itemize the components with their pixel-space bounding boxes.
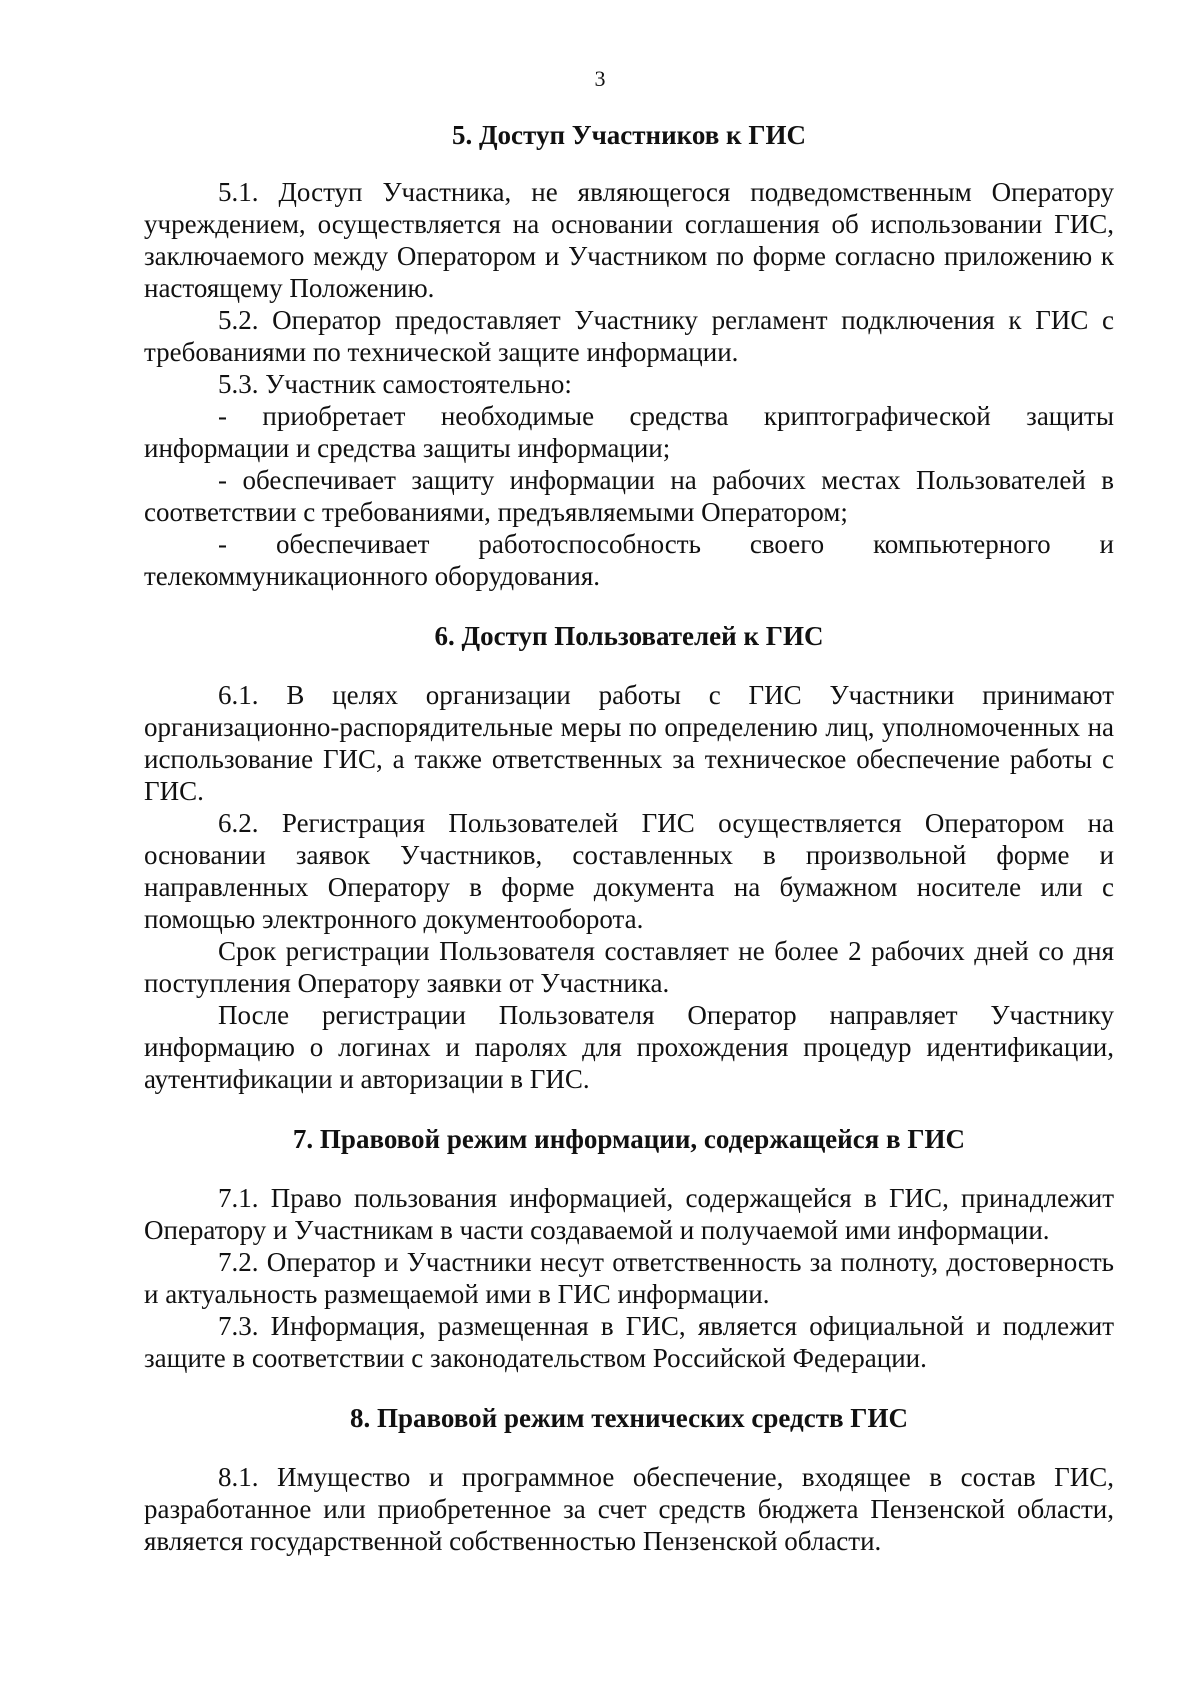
list-item-5-3-b: - обеспечивает защиту информации на рабочих местах Пользователей в соответствии с требованиями, предъявляемыми Оператором; xyxy=(144,465,1114,527)
paragraph-7-1: 7.1. Право пользования информацией, содержащейся в ГИС, принадлежит Оператору и Участникам в части создаваемой и получаемой ими информации. xyxy=(144,1183,1114,1245)
section-7-heading: 7. Правовой режим информации, содержащейся в ГИС xyxy=(292,1124,966,1154)
paragraph-8-1: 8.1. Имущество и программное обеспечение, входящее в состав ГИС, разработанное или приобретенное за счет средств бюджета Пензенской области, является государственной собственностью Пензенской области. xyxy=(144,1462,1114,1556)
paragraph-5-3: 5.3. Участник самостоятельно: xyxy=(218,369,572,399)
section-8-heading: 8. Правовой режим технических средств ГИС xyxy=(350,1403,908,1433)
list-item-5-3-c: - обеспечивает работоспособность своего компьютерного и телекоммуникационного оборудования. xyxy=(144,529,1114,591)
paragraph-7-2: 7.2. Оператор и Участники несут ответственность за полноту, достоверность и актуальность размещаемой ими в ГИС информации. xyxy=(144,1247,1114,1309)
document-body xyxy=(144,118,1114,1557)
paragraph-6-3: Срок регистрации Пользователя составляет не более 2 рабочих дней со дня поступления Оператору заявки от Участника. xyxy=(144,936,1114,998)
paragraph-6-2: 6.2. Регистрация Пользователей ГИС осуществляется Оператором на основании заявок Участников, составленных в произвольной форме и направленных Оператору в форме документа на бумажном носителе или с помощью электронного документооборота. xyxy=(144,808,1114,934)
page-number: 3 xyxy=(594,66,606,91)
section-6-heading: 6. Доступ Пользователей к ГИС xyxy=(434,621,824,651)
paragraph-6-1: 6.1. В целях организации работы с ГИС Участники принимают организационно-распорядительные меры по определению лиц, уполномоченных на использование ГИС, а также ответственных за техническое обеспечение работы с ГИС. xyxy=(144,680,1114,806)
paragraph-5-2: 5.2. Оператор предоставляет Участнику регламент подключения к ГИС с требованиями по технической защите информации. xyxy=(144,305,1114,367)
paragraph-7-3: 7.3. Информация, размещенная в ГИС, является официальной и подлежит защите в соответствии с законодательством Российской Федерации. xyxy=(144,1311,1114,1373)
list-item-5-3-a: - приобретает необходимые средства криптографической защиты информации и средства защиты информации; xyxy=(144,401,1114,463)
paragraph-5-1: 5.1. Доступ Участника, не являющегося подведомственным Оператору учреждением, осуществляется на основании соглашения об использовании ГИС, заключаемого между Оператором и Участником по форме согласно приложению к настоящему Положению. xyxy=(144,177,1114,303)
paragraph-6-4: После регистрации Пользователя Оператор направляет Участнику информацию о логинах и паролях для прохождения процедур идентификации, аутентификации и авторизации в ГИС. xyxy=(144,1000,1114,1094)
section-5-heading: 5. Доступ Участников к ГИС xyxy=(451,120,807,150)
